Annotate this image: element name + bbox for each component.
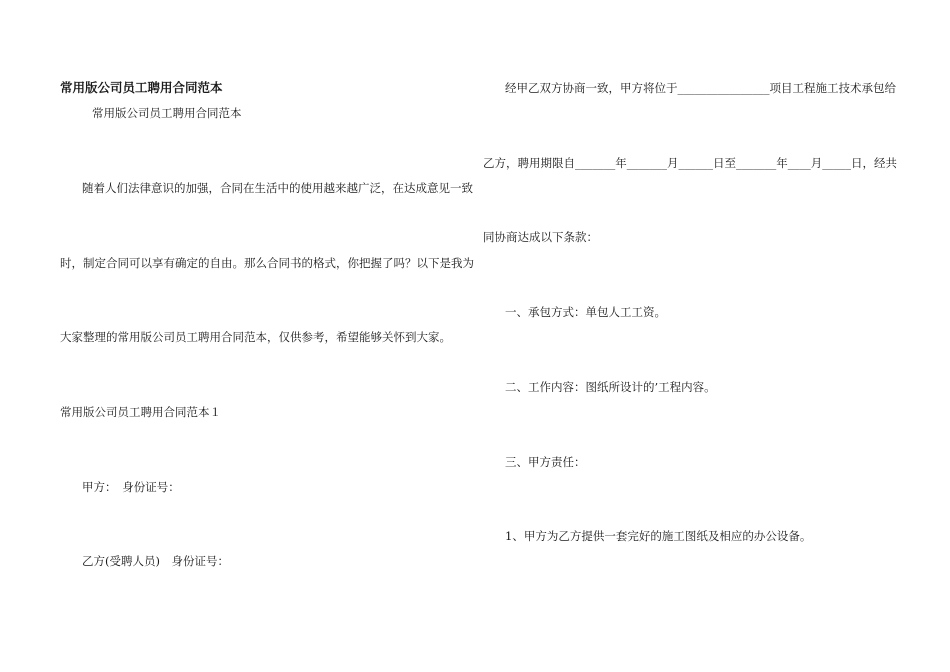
clause-3: 三、甲方责任： <box>505 455 586 469</box>
intro-line-2: 时，制定合同可以享有确定的自由。那么合同书的格式，你把握了吗？以下是我为 <box>60 256 474 270</box>
section-heading: 常用版公司员工聘用合同范本１ <box>60 405 221 419</box>
paragraph-line-2: 乙方，聘用期限自_______年_______月______日至_______年____月_____日，经共 <box>483 156 897 170</box>
document-subtitle: 常用版公司员工聘用合同范本 <box>92 106 242 120</box>
clause-1: 一、承包方式：单包人工工资。 <box>505 305 666 319</box>
paragraph-line-1: 经甲乙双方协商一致，甲方将位于________________项目工程施工技术承包给 <box>505 81 896 95</box>
intro-line-1: 随着人们法律意识的加强，合同在生活中的使用越来越广泛，在达成意见一致 <box>82 181 473 195</box>
paragraph-line-3: 同协商达成以下条款： <box>483 230 598 244</box>
party-a-line: 甲方： 身份证号： <box>82 480 180 494</box>
party-b-line: 乙方(受聘人员) 身份证号： <box>82 554 229 568</box>
clause-3-item-1: 1、甲方为乙方提供一套完好的施工图纸及相应的办公设备。 <box>505 529 812 543</box>
clause-2: 二、工作内容：图纸所设计的’工程内容。 <box>505 380 716 394</box>
document-title: 常用版公司员工聘用合同范本 <box>60 80 223 95</box>
intro-line-3: 大家整理的常用版公司员工聘用合同范本，仅供参考，希望能够关怀到大家。 <box>60 330 451 344</box>
